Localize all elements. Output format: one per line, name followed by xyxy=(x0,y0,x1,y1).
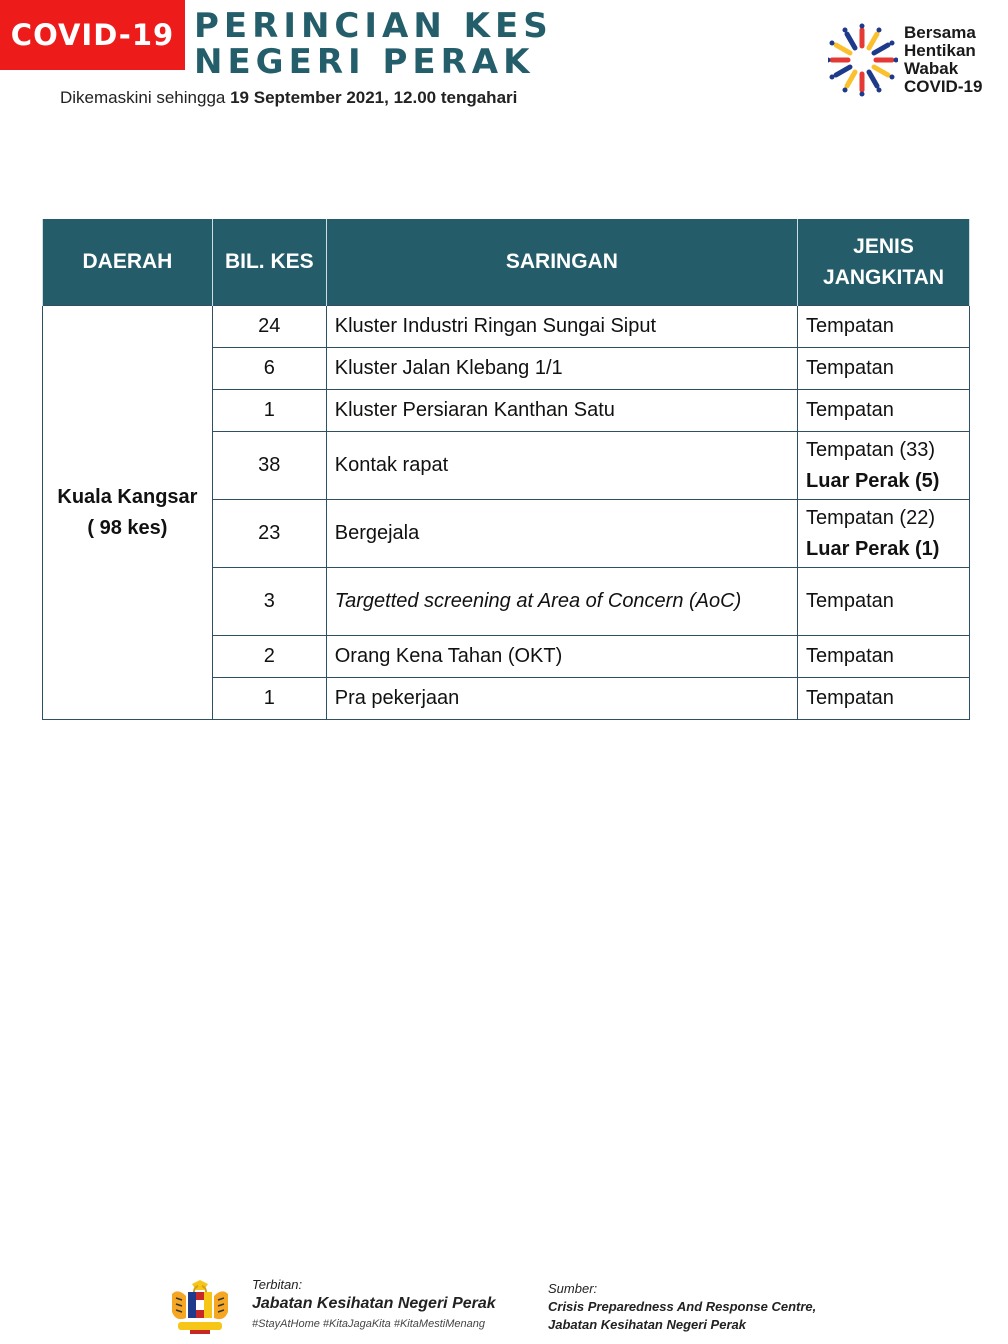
jenis-cell: Tempatan xyxy=(798,306,970,348)
bil-kes-cell: 23 xyxy=(212,500,326,568)
district-cell xyxy=(43,306,213,720)
jenis-local: Tempatan (33) xyxy=(806,438,936,461)
bil-kes-cell: 1 xyxy=(212,390,326,432)
campaign-line2: Hentikan xyxy=(904,41,976,60)
jenis-outside: Luar Perak (5) xyxy=(806,469,940,492)
header-daerah: DAERAH xyxy=(43,219,213,306)
district-name: Kuala Kangsar xyxy=(57,485,198,508)
terbitan-label: Terbitan: xyxy=(252,1277,303,1292)
publisher-info xyxy=(252,1277,496,1330)
saringan-cell: Orang Kena Tahan (OKT) xyxy=(326,636,797,678)
header-saringan: SARINGAN xyxy=(326,219,797,306)
sumber-label: Sumber: xyxy=(548,1281,598,1296)
jenis-cell: Tempatan xyxy=(798,636,970,678)
terbitan-org: Jabatan Kesihatan Negeri Perak xyxy=(252,1295,496,1312)
header-jenis-line1: JENIS xyxy=(853,235,914,258)
page-title-line2: NEGERI PERAK xyxy=(194,42,535,82)
saringan-cell: Targetted screening at Area of Concern (AoC) xyxy=(326,568,797,636)
page-title-line1: PERINCIAN KES xyxy=(194,6,553,46)
updated-timestamp xyxy=(60,88,517,108)
updated-prefix: Dikemaskini sehingga xyxy=(60,88,231,107)
page-title xyxy=(194,8,553,80)
source-info xyxy=(548,1281,816,1332)
jenis-cell: Tempatan xyxy=(798,568,970,636)
jenis-local: Tempatan (22) xyxy=(806,506,936,529)
campaign-line3: Wabak xyxy=(904,59,959,78)
campaign-logo xyxy=(828,20,1003,100)
table-row xyxy=(43,306,970,348)
jenis-cell: Tempatan xyxy=(798,390,970,432)
district-total: ( 98 kes) xyxy=(87,516,168,539)
jenis-cell xyxy=(798,432,970,500)
saringan-cell: Kluster Persiaran Kanthan Satu xyxy=(326,390,797,432)
coat-of-arms xyxy=(160,1280,240,1336)
covid-badge: COVID-19 xyxy=(0,0,185,70)
jenis-cell xyxy=(798,500,970,568)
bil-kes-cell: 2 xyxy=(212,636,326,678)
campaign-slogan xyxy=(904,24,982,96)
case-details-table xyxy=(42,219,970,720)
header-jenis-line2: JANGKITAN xyxy=(823,266,944,289)
campaign-line1: Bersama xyxy=(904,23,976,42)
jenis-cell: Tempatan xyxy=(798,678,970,720)
saringan-cell: Pra pekerjaan xyxy=(326,678,797,720)
saringan-cell: Kluster Jalan Klebang 1/1 xyxy=(326,348,797,390)
bil-kes-cell: 24 xyxy=(212,306,326,348)
updated-date: 19 September 2021, 12.00 tengahari xyxy=(230,88,518,107)
saringan-cell: Kontak rapat xyxy=(326,432,797,500)
jenis-cell: Tempatan xyxy=(798,348,970,390)
saringan-cell: Bergejala xyxy=(326,500,797,568)
bil-kes-cell: 38 xyxy=(212,432,326,500)
hashtags: #StayAtHome #KitaJagaKita #KitaMestiMenang xyxy=(252,1318,485,1330)
campaign-line4: COVID-19 xyxy=(904,77,983,96)
bil-kes-cell: 6 xyxy=(212,348,326,390)
bil-kes-cell: 1 xyxy=(212,678,326,720)
saringan-cell: Kluster Industri Ringan Sungai Siput xyxy=(326,306,797,348)
header-jenis-jangkitan xyxy=(798,219,970,306)
sunburst-logo-icon xyxy=(828,20,898,100)
table-header-row xyxy=(43,219,970,306)
sumber-line1: Crisis Preparedness And Response Centre, xyxy=(548,1299,817,1314)
sumber-line2: Jabatan Kesihatan Negeri Perak xyxy=(548,1317,746,1332)
bil-kes-cell: 3 xyxy=(212,568,326,636)
jenis-outside: Luar Perak (1) xyxy=(806,537,940,560)
header-bil-kes: BIL. KES xyxy=(212,219,326,306)
malaysia-coat-of-arms-icon xyxy=(160,1280,240,1336)
